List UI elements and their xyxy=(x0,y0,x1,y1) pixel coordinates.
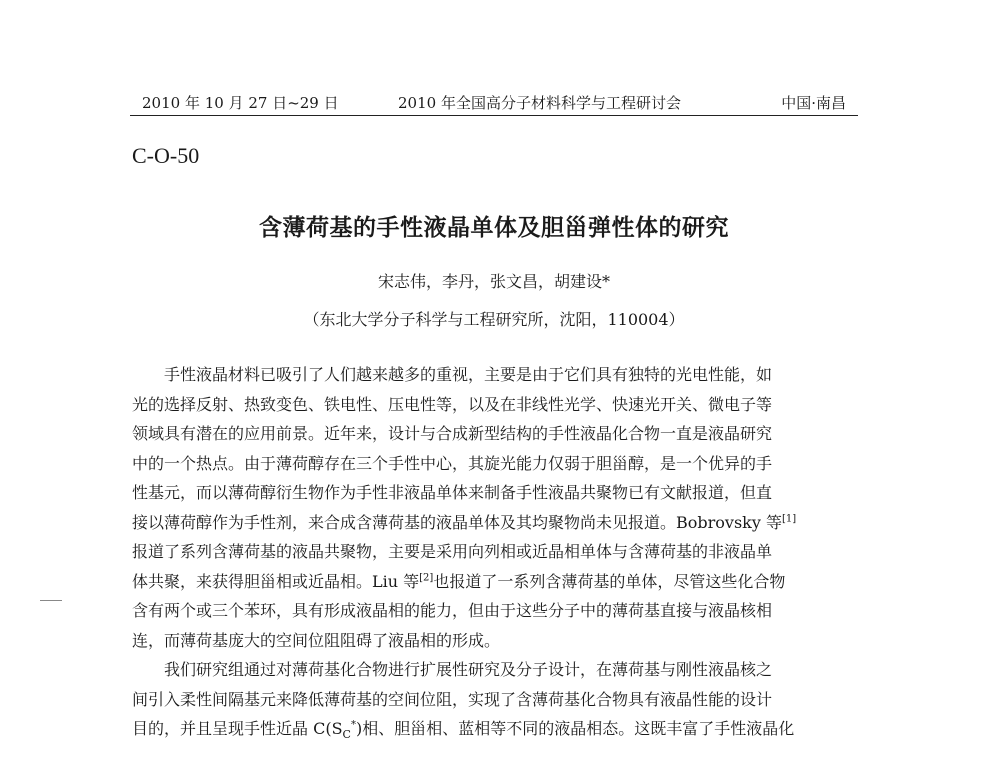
body-line xyxy=(132,567,856,597)
subscript-c: C xyxy=(342,728,351,742)
affiliation: （东北大学分子科学与工程研究所，沈阳，110004） xyxy=(303,310,685,329)
body-line: 报道了系列含薄荷基的液晶共聚物，主要是采用向列相或近晶相单体与含薄荷基的非液晶单 xyxy=(132,542,773,561)
superscript-star: * xyxy=(350,719,356,731)
body-line: 中的一个热点。由于薄荷醇存在三个手性中心，其旋光能力仅弱于胆甾醇，是一个优异的手 xyxy=(132,453,773,473)
body-line-text: 目的，并且呈现手性近晶 C(S xyxy=(132,719,343,738)
body-line-text: 接以薄荷醇作为手性剂，来合成含薄荷基的液晶单体及其均聚物尚未见报道。Bobrovsky 等 xyxy=(132,512,782,532)
body-line xyxy=(132,508,856,538)
body-line-text: )相、胆甾相、蓝相等不同的液晶相态。这既丰富了手性液晶化 xyxy=(355,719,795,738)
body-line: 间引入柔性间隔基元来降低薄荷基的空间位阻，实现了含薄荷基化合物具有液晶性能的设计 xyxy=(132,689,773,709)
body-line: 含有两个或三个苯环，具有形成液晶相的能力，但由于这些分子中的薄荷基直接与液晶核相 xyxy=(132,601,773,620)
body-line-text: 也报道了一系列含薄荷基的单体，尽管这些化合物 xyxy=(433,571,786,591)
body-line: 手性液晶材料已吸引了人们越来越多的重视，主要是由于它们具有独特的光电性能，如 xyxy=(164,365,773,384)
scan-edge-mark xyxy=(40,600,62,601)
body-line-text: 体共聚，来获得胆甾相或近晶相。Liu 等 xyxy=(132,571,420,591)
author-list: 宋志伟，李丹，张文昌，胡建设* xyxy=(377,272,610,291)
header-conference: 2010 年全国高分子材料科学与工程研讨会 xyxy=(398,94,681,112)
header-location: 中国·南昌 xyxy=(781,94,846,112)
body-line: 连，而薄荷基庞大的空间位阻阻碍了液晶相的形成。 xyxy=(132,630,501,650)
body-line xyxy=(132,714,856,750)
paper-title: 含薄荷基的手性液晶单体及胆甾弹性体的研究 xyxy=(259,215,729,241)
paper-code: C-O-50 xyxy=(132,143,200,168)
citation-ref-1: [1] xyxy=(782,513,797,525)
header-date: 2010 年 10 月 27 日~29 日 xyxy=(142,94,339,112)
citation-ref-2: [2] xyxy=(419,572,434,584)
header-divider xyxy=(130,115,858,116)
body-line: 领域具有潜在的应用前景。近年来，设计与合成新型结构的手性液晶化合物一直是液晶研究 xyxy=(132,424,773,443)
body-line: 光的选择反射、热致变色、铁电性、压电性等，以及在非线性光学、快速光开关、微电子等 xyxy=(132,394,773,414)
abstract-body xyxy=(132,360,856,750)
body-line: 我们研究组通过对薄荷基化合物进行扩展性研究及分子设计，在薄荷基与刚性液晶核之 xyxy=(164,660,773,679)
page-header xyxy=(130,92,858,114)
body-line: 性基元，而以薄荷醇衍生物作为手性非液晶单体来制备手性液晶共聚物已有文献报道，但直 xyxy=(132,483,773,502)
